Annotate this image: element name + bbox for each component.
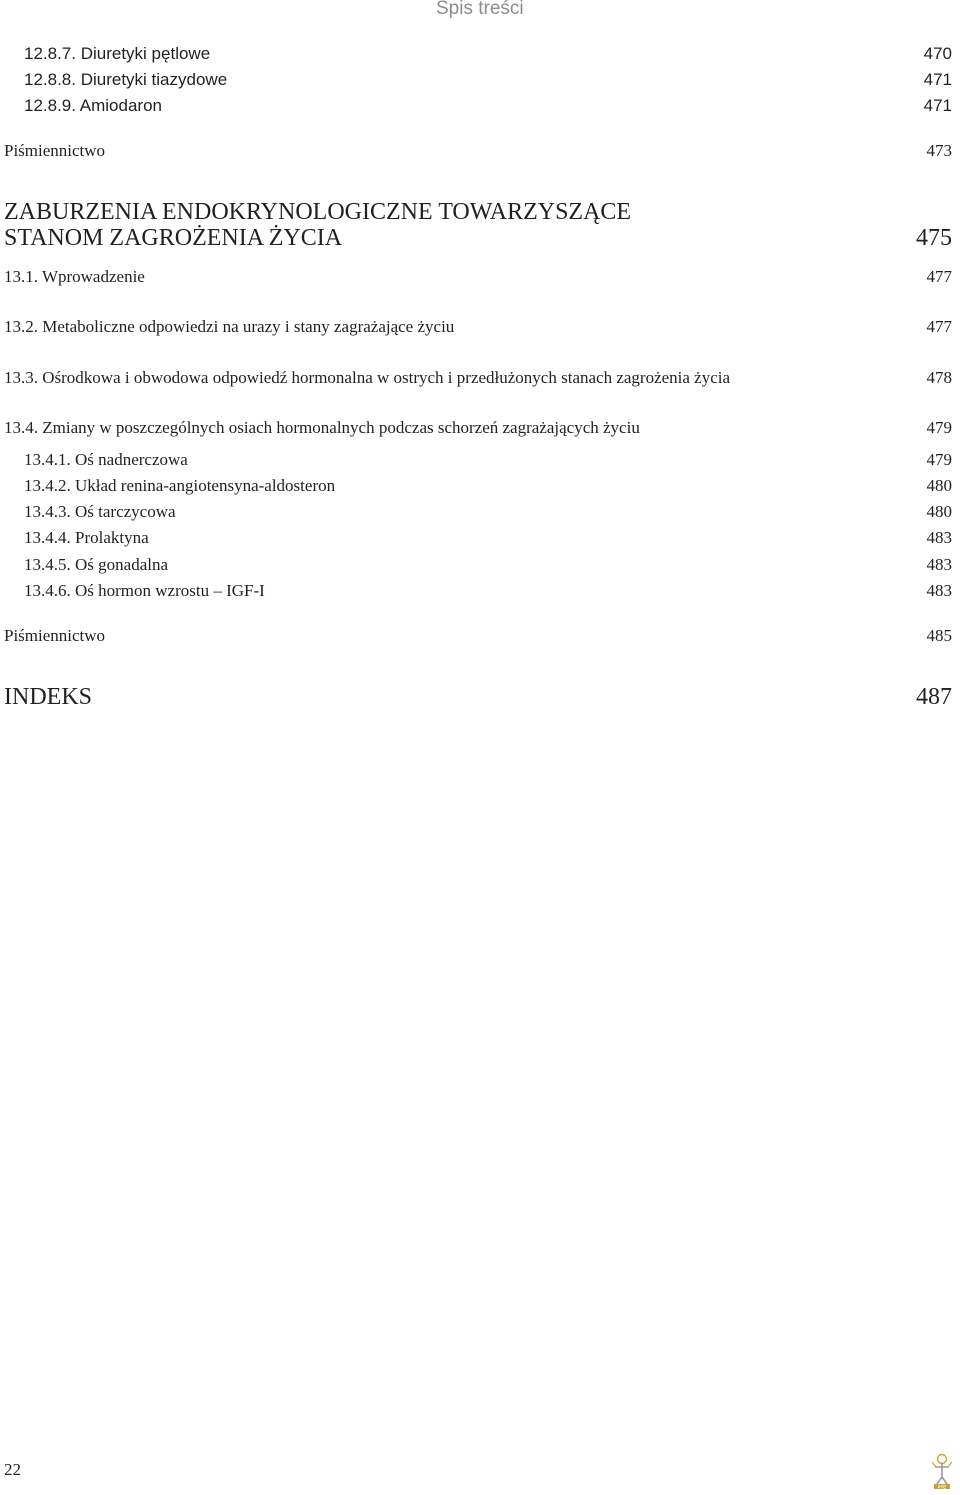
toc-subsection[interactable] [0, 450, 960, 474]
toc-subsection-page: 483 [926, 581, 952, 600]
toc-subsection[interactable] [0, 555, 960, 579]
toc-section-page: 477 [926, 317, 952, 336]
toc-subsection-page: 483 [926, 528, 952, 547]
running-header [0, 0, 960, 22]
toc-subsection-label: 13.4.5. Oś gonadalna [24, 555, 169, 574]
toc-bibliography[interactable] [0, 141, 960, 165]
toc-index[interactable] [0, 684, 960, 714]
toc-entry-page: 470 [923, 44, 952, 63]
toc-bibliography-label: Piśmiennictwo [4, 626, 106, 645]
toc-entry-label: 12.8.8. Diuretyki tiazydowe [24, 70, 228, 89]
toc-chapter[interactable] [0, 199, 960, 255]
toc-section[interactable] [0, 267, 960, 291]
toc-section-page: 478 [926, 368, 952, 387]
toc-bibliography-page: 485 [926, 626, 952, 645]
toc-index-label: INDEKS [4, 684, 92, 710]
toc-subsection-label: 13.4.4. Prolaktyna [24, 528, 149, 547]
toc-subsection-page: 483 [926, 555, 952, 574]
toc-subsection-label: 13.4.2. Układ renina-angiotensyna-aldosteron [24, 476, 336, 495]
running-header-title: Spis treści [436, 0, 524, 19]
toc-section-label: 13.4. Zmiany w poszczególnych osiach hormonalnych podczas schorzeń zagrażających życiu [4, 418, 640, 437]
toc-bibliography[interactable] [0, 626, 960, 650]
toc-entry-label: 12.8.9. Amiodaron [24, 96, 162, 115]
toc-subsection-page: 480 [926, 476, 952, 495]
toc-chapter-page: 475 [916, 225, 952, 251]
society-logo-icon [926, 1450, 958, 1490]
toc-bibliography-page: 473 [926, 141, 952, 160]
toc-subsection[interactable] [0, 581, 960, 605]
toc-bibliography-label: Piśmiennictwo [4, 141, 106, 160]
toc-section-page: 477 [926, 267, 952, 286]
toc-subsection-label: 13.4.3. Oś tarczycowa [24, 502, 176, 521]
toc-section-label: 13.2. Metaboliczne odpowiedzi na urazy i stany zagrażające życiu [4, 317, 455, 336]
toc-subsection[interactable] [0, 502, 960, 526]
toc-section-label: 13.3. Ośrodkowa i obwodowa odpowiedź hormonalna w ostrych i przedłużonych stanach zagrożenia życia [4, 368, 731, 387]
toc-subsection[interactable] [0, 528, 960, 552]
toc-section[interactable] [0, 368, 960, 392]
toc-subsection-label: 13.4.1. Oś nadnerczowa [24, 450, 188, 469]
toc-subsection-page: 479 [926, 450, 952, 469]
toc-entry-page: 471 [923, 70, 952, 89]
toc-section[interactable] [0, 317, 960, 341]
toc-index-page: 487 [916, 684, 952, 710]
toc-subsection-label: 13.4.6. Oś hormon wzrostu – IGF-I [24, 581, 265, 600]
toc-subsection-page: 480 [926, 502, 952, 521]
logo-text: PTE [937, 1484, 947, 1490]
toc-entry[interactable] [0, 70, 960, 94]
toc-section-page: 479 [926, 418, 952, 437]
toc-entry[interactable] [0, 96, 960, 120]
toc-entry-page: 471 [923, 96, 952, 115]
toc-chapter-title-line2: STANOM ZAGROŻENIA ŻYCIA [4, 225, 343, 251]
toc-section-label: 13.1. Wprowadzenie [4, 267, 145, 286]
toc-chapter-title-line1: ZABURZENIA ENDOKRYNOLOGICZNE TOWARZYSZĄCE [4, 199, 632, 225]
toc-subsection[interactable] [0, 476, 960, 500]
page-number: 22 [4, 1460, 21, 1479]
toc-entry-label: 12.8.7. Diuretyki pętlowe [24, 44, 211, 63]
toc-entry[interactable] [0, 44, 960, 68]
toc-section[interactable] [0, 418, 960, 442]
